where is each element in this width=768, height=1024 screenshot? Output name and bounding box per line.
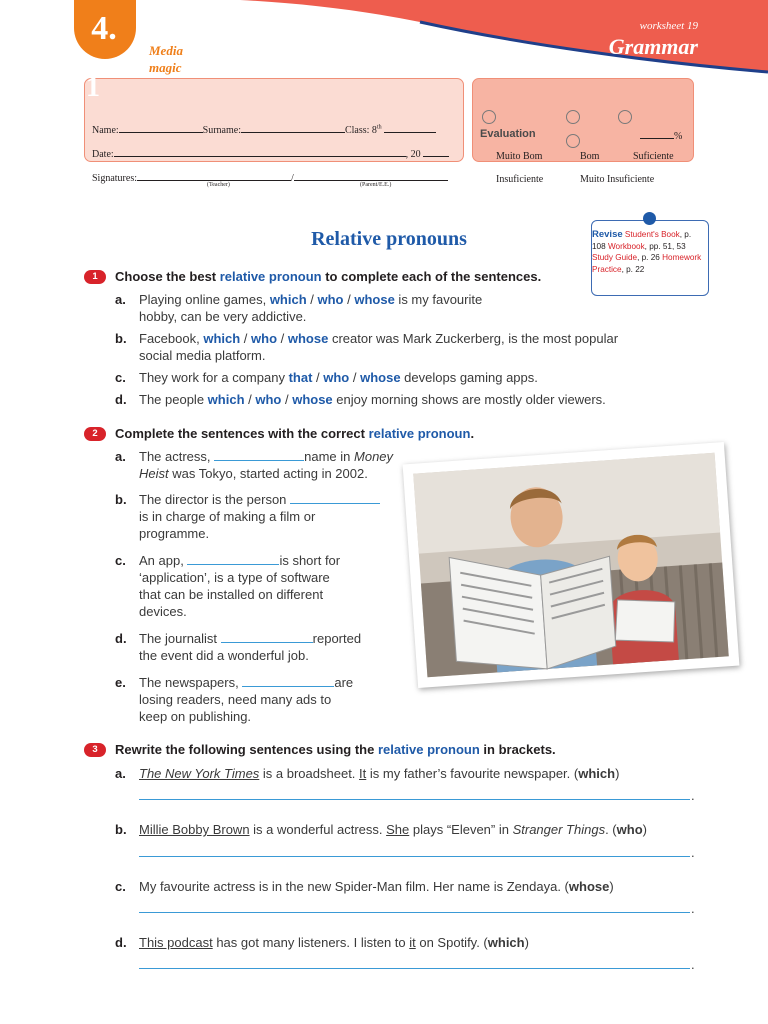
exercise-3-number: 3 (84, 743, 106, 757)
ex1-a-line2: hobby, can be very addictive. (139, 309, 307, 324)
ex3-b-t3: . ( (605, 822, 617, 837)
sep: / (240, 331, 252, 346)
ex1-b-post: creator was Mark Zuckerberg, is the most popular (328, 331, 619, 346)
ex2-d-t2: reported (312, 631, 362, 646)
ex2-b-t1: The director is the person (139, 492, 291, 507)
sep: / (244, 392, 256, 407)
ex1-c-option-2[interactable]: who (323, 370, 350, 385)
ex2-a-text (139, 448, 419, 482)
ex2-a-t1: The actress, (139, 449, 215, 464)
ex1-a-option-3[interactable]: whose (354, 292, 395, 307)
unit-name-line2: magic (149, 60, 182, 75)
ex2-b-blank[interactable] (290, 492, 380, 504)
revise-hp: Homework Practice (592, 253, 702, 274)
ex1-d-option-2[interactable]: who (255, 392, 282, 407)
signatures-row (92, 170, 448, 184)
class-field[interactable] (384, 122, 436, 133)
ex1-b-option-1[interactable]: which (203, 331, 241, 346)
instr-1-pre: Choose the best (115, 269, 220, 284)
ex3-b-t2: plays “Eleven” in (409, 822, 513, 837)
ex3-b-text (139, 821, 709, 838)
percent-sign: % (674, 131, 683, 142)
ex3-b-answer-line[interactable] (139, 856, 690, 857)
ex3-c-text (139, 878, 709, 895)
ex3-a-text (139, 765, 709, 782)
exercise-3-instruction (115, 742, 556, 757)
class-sup: th (376, 124, 382, 131)
ex1-d-text (139, 391, 699, 408)
sep: / (349, 370, 361, 385)
ex1-b-pre: Facebook, (139, 331, 204, 346)
ex1-a-option-1[interactable]: which (269, 292, 307, 307)
ex1-b-option-2[interactable]: who (251, 331, 278, 346)
evaluation-title: Evaluation (480, 128, 536, 140)
revise-wb-pages: , pp. 51, 53 (644, 241, 686, 251)
instr-3-post: in brackets. (479, 742, 556, 757)
ex2-a-t2: name in (304, 449, 355, 464)
ex3-b-pronoun: who (616, 822, 643, 837)
ex1-d-post: enjoy morning shows are mostly older viewers. (332, 392, 606, 407)
instr-1-post: to complete each of the sentences. (321, 269, 542, 284)
class-label: Class: 8 (344, 125, 377, 136)
ex2-b-t3: programme. (139, 526, 210, 541)
sep: / (277, 331, 288, 346)
ex3-a-t1: is a broadsheet. (259, 766, 360, 781)
ex2-a-t5: was Tokyo, started acting in 2002. (168, 466, 368, 481)
ex3-d-underlined-1: This podcast (139, 935, 213, 950)
date-label: Date: (92, 149, 114, 160)
radio-insuficiente[interactable] (566, 134, 580, 148)
ex2-c-blank[interactable] (187, 553, 279, 565)
eval-label-bom: Bom (580, 151, 600, 162)
parent-signature-field[interactable] (294, 170, 448, 181)
teacher-caption: (Teacher) (207, 182, 230, 188)
ex2-e-t4: keep on publishing. (139, 709, 252, 724)
ex2-b-letter: b. (115, 492, 127, 507)
ex1-c-option-3[interactable]: whose (360, 370, 401, 385)
instr-2-pre: Complete the sentences with the correct (115, 426, 369, 441)
ex3-c-t1: My favourite actress is in the new Spider-Man film. Her name is Zendaya. ( (139, 879, 569, 894)
ex2-d-letter: d. (115, 631, 127, 646)
ex2-e-blank[interactable] (242, 675, 334, 687)
ex3-d-pronoun: which (487, 935, 525, 950)
instr-2-highlight: relative pronoun (368, 426, 471, 441)
ex2-a-t4: Heist (139, 466, 169, 481)
ex1-a-letter: a. (115, 292, 126, 307)
ex2-e-t3: losing readers, need many ads to (139, 692, 332, 707)
ex3-a-underlined-1: The New York Times (139, 766, 260, 781)
revise-wb: Workbook (607, 241, 645, 251)
ex2-d-t1: The journalist (139, 631, 221, 646)
year-field[interactable] (423, 146, 449, 157)
ex1-b-line2: social media platform. (139, 348, 266, 363)
ex3-b-t1: is a wonderful actress. (249, 822, 387, 837)
sep: / (343, 292, 355, 307)
ex3-d-t2: on Spotify. ( (415, 935, 488, 950)
sep: / (281, 392, 293, 407)
revise-hp-pages: , p. 22 (621, 264, 645, 274)
ex1-d-option-1[interactable]: which (207, 392, 245, 407)
ex3-b-underlined-1: Millie Bobby Brown (139, 822, 250, 837)
ex1-b-letter: b. (115, 331, 127, 346)
revise-pin-icon (643, 212, 656, 225)
exercise-2-instruction (115, 426, 474, 441)
sep: / (312, 370, 324, 385)
ex3-c-answer-line[interactable] (139, 912, 690, 913)
ex3-d-period: . (691, 957, 695, 972)
ex1-c-option-1[interactable]: that (288, 370, 313, 385)
ex3-c-period: . (691, 901, 695, 916)
ex1-c-post: develops gaming apps. (400, 370, 538, 385)
eval-label-muito-insuficiente: Muito Insuficiente (580, 174, 655, 185)
surname-field[interactable] (241, 122, 345, 133)
instr-1-highlight: relative pronoun (219, 269, 322, 284)
ex1-a-option-2[interactable]: who (317, 292, 344, 307)
ex3-a-pronoun: which (578, 766, 616, 781)
ex2-d-text (139, 630, 419, 664)
name-row (92, 122, 436, 136)
ex3-a-letter: a. (115, 766, 126, 781)
instr-3-highlight: relative pronoun (377, 742, 480, 757)
ex3-b-italic: Stranger Things (512, 822, 606, 837)
ex3-b-underlined-2: She (386, 822, 410, 837)
worksheet-title: Relative pronouns (311, 228, 467, 250)
section-title: Grammar (608, 34, 698, 59)
instr-3-pre: Rewrite the following sentences using the (115, 742, 378, 757)
signatures-label: Signatures: (92, 173, 137, 184)
photo-illustration (403, 442, 740, 688)
ex3-d-letter: d. (115, 935, 127, 950)
ex1-b-text (139, 330, 699, 364)
ex2-e-letter: e. (115, 675, 126, 690)
percent-field[interactable] (640, 128, 674, 139)
radio-suficiente[interactable] (618, 110, 632, 124)
ex2-a-t3: Money (354, 449, 394, 464)
ex3-d-t3: ) (524, 935, 529, 950)
ex2-c-t2: is short for (279, 553, 341, 568)
ex3-b-letter: b. (115, 822, 127, 837)
ex2-d-t3: the event did a wonderful job. (139, 648, 309, 663)
ex1-a-pre: Playing online games, (139, 292, 270, 307)
ex2-e-t1: The newspapers, (139, 675, 243, 690)
eval-label-suficiente: Suficiente (633, 151, 674, 162)
ex2-c-letter: c. (115, 553, 126, 568)
ex3-d-underlined-2: it (409, 935, 416, 950)
percent-row (640, 128, 682, 142)
ex2-c-t1: An app, (139, 553, 188, 568)
ex1-c-pre: They work for a company (139, 370, 289, 385)
ex3-b-period: . (691, 845, 695, 860)
name-label: Name: (92, 125, 119, 136)
ex1-a-post: is my favourite (394, 292, 483, 307)
ex3-c-pronoun: whose (568, 879, 610, 894)
ex1-d-letter: d. (115, 392, 127, 407)
signature-slash: / (291, 173, 294, 184)
eval-label-muito-bom: Muito Bom (496, 151, 543, 162)
ex2-e-t2: are (334, 675, 354, 690)
ex3-b-t4: ) (642, 822, 647, 837)
instr-2-post: . (470, 426, 475, 441)
ex2-c-t4: that can be installed on different (139, 587, 324, 602)
revise-label: Revise (592, 229, 623, 240)
unit-number: 4. (91, 10, 117, 47)
surname-label: Surname: (202, 125, 241, 136)
ex2-e-text (139, 674, 419, 725)
ex2-b-text (139, 491, 419, 542)
ex3-a-t2: is my father’s favourite newspaper. ( (366, 766, 579, 781)
year-label: , 20 (405, 149, 421, 160)
ex3-d-t1: has got many listeners. I listen to (212, 935, 410, 950)
ex2-c-t5: devices. (139, 604, 187, 619)
radio-bom[interactable] (566, 110, 580, 124)
date-field[interactable] (114, 146, 406, 157)
ex3-a-answer-line[interactable] (139, 799, 690, 800)
info-box-number: 1 (86, 72, 100, 103)
ex2-a-blank[interactable] (214, 449, 304, 461)
ex1-d-option-3[interactable]: whose (292, 392, 333, 407)
ex1-c-text (139, 369, 699, 386)
teacher-signature-field[interactable] (137, 170, 291, 181)
exercise-1-number: 1 (84, 270, 106, 284)
ex3-d-text (139, 934, 709, 951)
revise-sg: Study Guide (592, 253, 638, 262)
ex3-c-letter: c. (115, 879, 126, 894)
ex3-d-answer-line[interactable] (139, 968, 690, 969)
ex3-a-underlined-2: It (359, 766, 367, 781)
date-row (92, 146, 449, 160)
unit-name-line1: Media (149, 43, 183, 58)
evaluation-box (472, 78, 694, 162)
sep: / (306, 292, 318, 307)
ex3-a-period: . (691, 788, 695, 803)
revise-sg-pages: , p. 26 (637, 253, 660, 262)
ex2-b-t2: is in charge of making a film or (139, 509, 316, 524)
ex3-c-t2: ) (609, 879, 614, 894)
ex1-a-text (139, 291, 679, 325)
ex2-c-text (139, 552, 419, 620)
ex1-d-pre: The people (139, 392, 208, 407)
exercise-2-number: 2 (84, 427, 106, 441)
name-field[interactable] (119, 122, 203, 133)
ex1-b-option-3[interactable]: whose (287, 331, 329, 346)
ex2-a-letter: a. (115, 449, 126, 464)
ex2-d-blank[interactable] (221, 631, 313, 643)
revise-sb: Student's Book (624, 230, 680, 239)
eval-label-insuficiente: Insuficiente (496, 174, 544, 185)
radio-muito-bom[interactable] (482, 110, 496, 124)
worksheet-label: worksheet 19 (639, 20, 698, 32)
unit-name (149, 42, 183, 76)
ex1-c-letter: c. (115, 370, 126, 385)
exercise-1-instruction (115, 269, 541, 284)
parent-caption: (Parent/E.E.) (360, 182, 392, 188)
revise-sb-pages: , p. 108 (592, 230, 692, 251)
ex2-c-t3: ‘application’, is a type of software (139, 570, 330, 585)
photo-father-son-newspaper (403, 442, 740, 688)
ex3-a-t3: ) (615, 766, 620, 781)
